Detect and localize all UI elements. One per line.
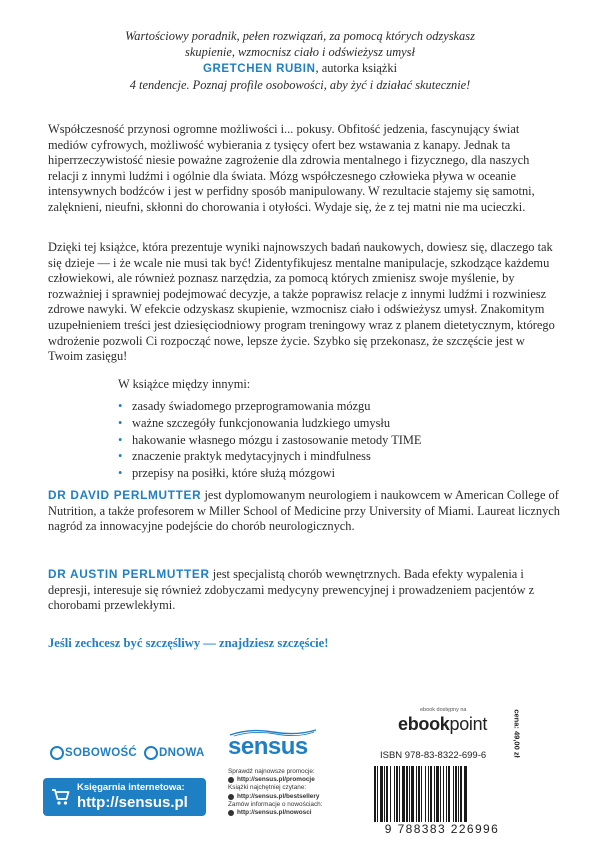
bullets-intro: W książce między innymi: <box>118 377 251 391</box>
shopping-cart-icon <box>51 787 71 807</box>
promo-label: Książki najchętniej czytane: <box>228 784 307 792</box>
promo-label: Sprawdź najnowsze promocje: <box>228 768 315 775</box>
feature-list-item: • ważne szczegóły funkcjonowania ludzkiego umysłu <box>118 415 422 432</box>
series-logo-circle-icon <box>50 746 64 760</box>
barcode-digits: 9 788383 226996 <box>384 822 500 836</box>
promo-label: Zamów informacje o nowościach: <box>228 800 323 808</box>
price-text: cena: 49,00 zł <box>512 709 522 758</box>
author-bio-austin <box>48 567 560 614</box>
bookstore-url-link[interactable]: http://sensus.pl <box>77 794 188 811</box>
isbn: ISBN 978-83-8322-699-6 <box>380 750 487 761</box>
author-bio-text-austin: jest specjalistą chorób wewnętrznych. Bada efekty wypalenia i depresji, interesuje się również zdobyczami medycyny prewencyjnej i prowadzeniem pacjentów z chorobami przewlekłymi. <box>48 567 535 613</box>
description-paragraph-1: Współczesność przynosi ogromne możliwości i... pokusy. Obfitość jedzenia, fascynujący świat mediów cyfrowych, możliwość wybierania z tysięcy ofert bez wstawania z kanapy. Jednak ta hiperrzeczywistość niesie poważne zagrożenie dla zdrowia mentalnego i fizycznego, dla naszych relacji z innymi ludźmi i ogólnie dla świata. Mózg współczesnego człowieka pływa w oceanie intensywnych bodźców i jest w perfidny sposób manipulowany. W rezultacie stajemy się samotni, zalęknieni, nieufni, skłonni do chorowania i otyłości. Wydaje się, że z tej matni nie ma ucieczki. <box>48 122 535 214</box>
endorsement-quote <box>40 28 560 93</box>
feature-list-item: • zasady świadomego przeprogramowania mózgu <box>118 398 422 415</box>
bookstore-label: Księgarnia internetowa: <box>77 782 185 793</box>
quote-book-title: 4 tendencje. Poznaj profile osobowości, aby żyć i działać skutecznie! <box>129 78 471 92</box>
quote-author-line <box>40 60 560 77</box>
promo-link-promocje[interactable]: http://sensus.pl/promocje <box>228 776 358 784</box>
publisher-logo-text: sensus <box>228 733 308 760</box>
bookstore-banner[interactable] <box>43 778 206 816</box>
quote-author-role: , autorka książki <box>315 61 398 75</box>
ebookpoint-logo-part-b: point <box>449 714 488 734</box>
ebookpoint-logo <box>398 714 487 735</box>
quote-author-name: GRETCHEN RUBIN <box>202 63 316 75</box>
ebook-note: ebook dostępny na <box>420 707 467 713</box>
author-bio-david <box>48 488 560 535</box>
author-name-david: DR DAVID PERLMUTTER <box>48 488 202 502</box>
barcode-icon <box>372 766 512 822</box>
series-logo <box>50 746 205 760</box>
publisher-logo-waves-icon <box>228 727 318 737</box>
promo-link-bestsellery[interactable]: http://sensus.pl/bestsellery <box>228 793 358 801</box>
tagline: Jeśli zechcesz być szczęśliwy — znajdziesz szczęście! <box>48 636 329 650</box>
author-name-austin: DR AUSTIN PERLMUTTER <box>48 567 210 581</box>
description-paragraph-2: Dzięki tej książce, która prezentuje wyniki najnowszych badań naukowych, dowiesz się, dlaczego tak się dzieje — i że wcale nie musi tak być! Zidentyfikujesz mentalne manipulacje, szkodzące każdemu człowiekowi, ale również poznasz narzędzia, za pomocą których zmienisz swoje myślenie, by rozważniej i sprawniej podejmować decyzje, a także poprawisz relacje z innymi ludźmi i rozwiniesz zdrowe nawyki. W efekcie odzyskasz skupienie, wzmocnisz ciało i odświeżysz umysł. Znakomitym uzupełnieniem treści jest dziesięciodniowy program treningowy wraz z planem dietetycznym, którego wdrożenie pozwoli Ci rozpocząć nowe, lepsze życie. Szybko się przekonasz, że szczęście jest w Twoim zasięgu! <box>48 240 555 364</box>
publisher-logo <box>228 733 308 761</box>
feature-list-item: • hakowanie własnego mózgu i zastosowanie metody TIME <box>118 432 422 449</box>
promo-links <box>228 768 358 817</box>
promo-link-nowosci[interactable]: http://sensus.pl/nowosci <box>228 809 358 817</box>
feature-list-item: • znaczenie praktyk medytacyjnych i mindfulness <box>118 448 422 465</box>
quote-line-1: Wartościowy poradnik, pełen rozwiązań, za pomocą których odzyskasz <box>125 29 475 43</box>
author-bio-text-david: jest dyplomowanym neurologiem i naukowcem w American College of Nutrition, a także profesorem w Miller School of Medicine przy University of Miami. Laureat licznych nagród za innowacyjne podejście do chorób neurologicznych. <box>48 488 560 534</box>
price-label <box>512 705 527 765</box>
series-logo-part-a: SOBOWOŚĆ <box>65 747 138 760</box>
series-logo-circle-icon <box>144 746 158 760</box>
feature-list-item: • przepisy na posiłki, które służą mózgowi <box>118 465 422 482</box>
quote-line-2: skupienie, wzmocnisz ciało i odświeżysz umysł <box>185 45 415 59</box>
feature-list <box>118 398 422 482</box>
series-logo-part-b: DNOWA <box>159 747 205 760</box>
ebookpoint-logo-part-a: ebook <box>398 714 450 734</box>
